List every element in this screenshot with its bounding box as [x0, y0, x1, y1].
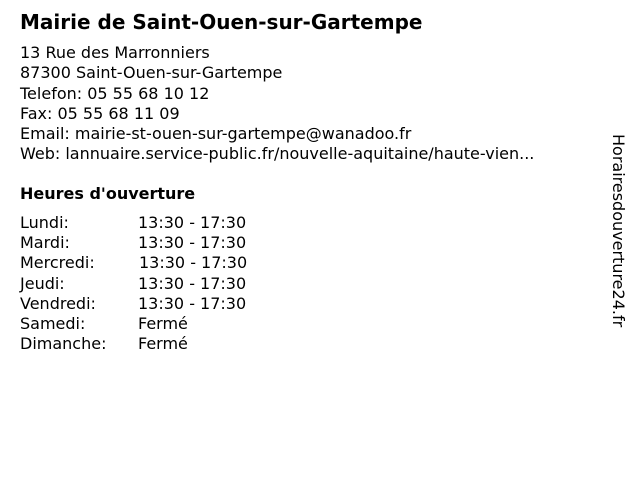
day-label: Mercredi:: [20, 253, 95, 273]
hours-row-sunday: [20, 334, 320, 354]
hours-row-monday: [20, 213, 320, 233]
day-label: Jeudi:: [20, 273, 65, 293]
hours-row-wednesday: [20, 253, 320, 273]
day-label: Dimanche:: [20, 334, 107, 354]
day-label: Vendredi:: [20, 293, 96, 313]
opening-hours-heading: Heures d'ouverture: [20, 184, 196, 203]
day-hours: 13:30 - 17:30: [138, 293, 247, 313]
website-url: Web: lannuaire.service-public.fr/nouvelle-aquitaine/haute-vien...: [20, 144, 535, 164]
day-hours: 13:30 - 17:30: [138, 233, 247, 253]
hours-row-saturday: [20, 314, 320, 334]
hours-row-tuesday: [20, 233, 320, 253]
site-watermark: Horairesdouverture24.fr: [609, 134, 628, 328]
email-address: Email: mairie-st-ouen-sur-gartempe@wanadoo.fr: [20, 124, 412, 144]
day-hours: 13:30 - 17:30: [139, 253, 248, 273]
day-hours: 13:30 - 17:30: [138, 213, 247, 232]
phone-number: Telefon: 05 55 68 10 12: [20, 83, 210, 103]
day-hours: Fermé: [138, 313, 188, 333]
contact-info: [20, 43, 586, 165]
day-hours: Fermé: [138, 334, 188, 354]
address-street: 13 Rue des Marronniers: [20, 43, 210, 62]
hours-row-friday: [20, 294, 320, 314]
day-label: Samedi:: [20, 313, 86, 333]
day-label: Mardi:: [20, 233, 70, 253]
hours-row-thursday: [20, 274, 320, 294]
page-title: Mairie de Saint-Ouen-sur-Gartempe: [20, 10, 423, 34]
day-label: Lundi:: [20, 213, 69, 232]
day-hours: 13:30 - 17:30: [138, 273, 247, 293]
opening-hours-table: [20, 213, 320, 354]
address-city: 87300 Saint-Ouen-sur-Gartempe: [20, 63, 283, 83]
fax-number: Fax: 05 55 68 11 09: [20, 103, 180, 123]
